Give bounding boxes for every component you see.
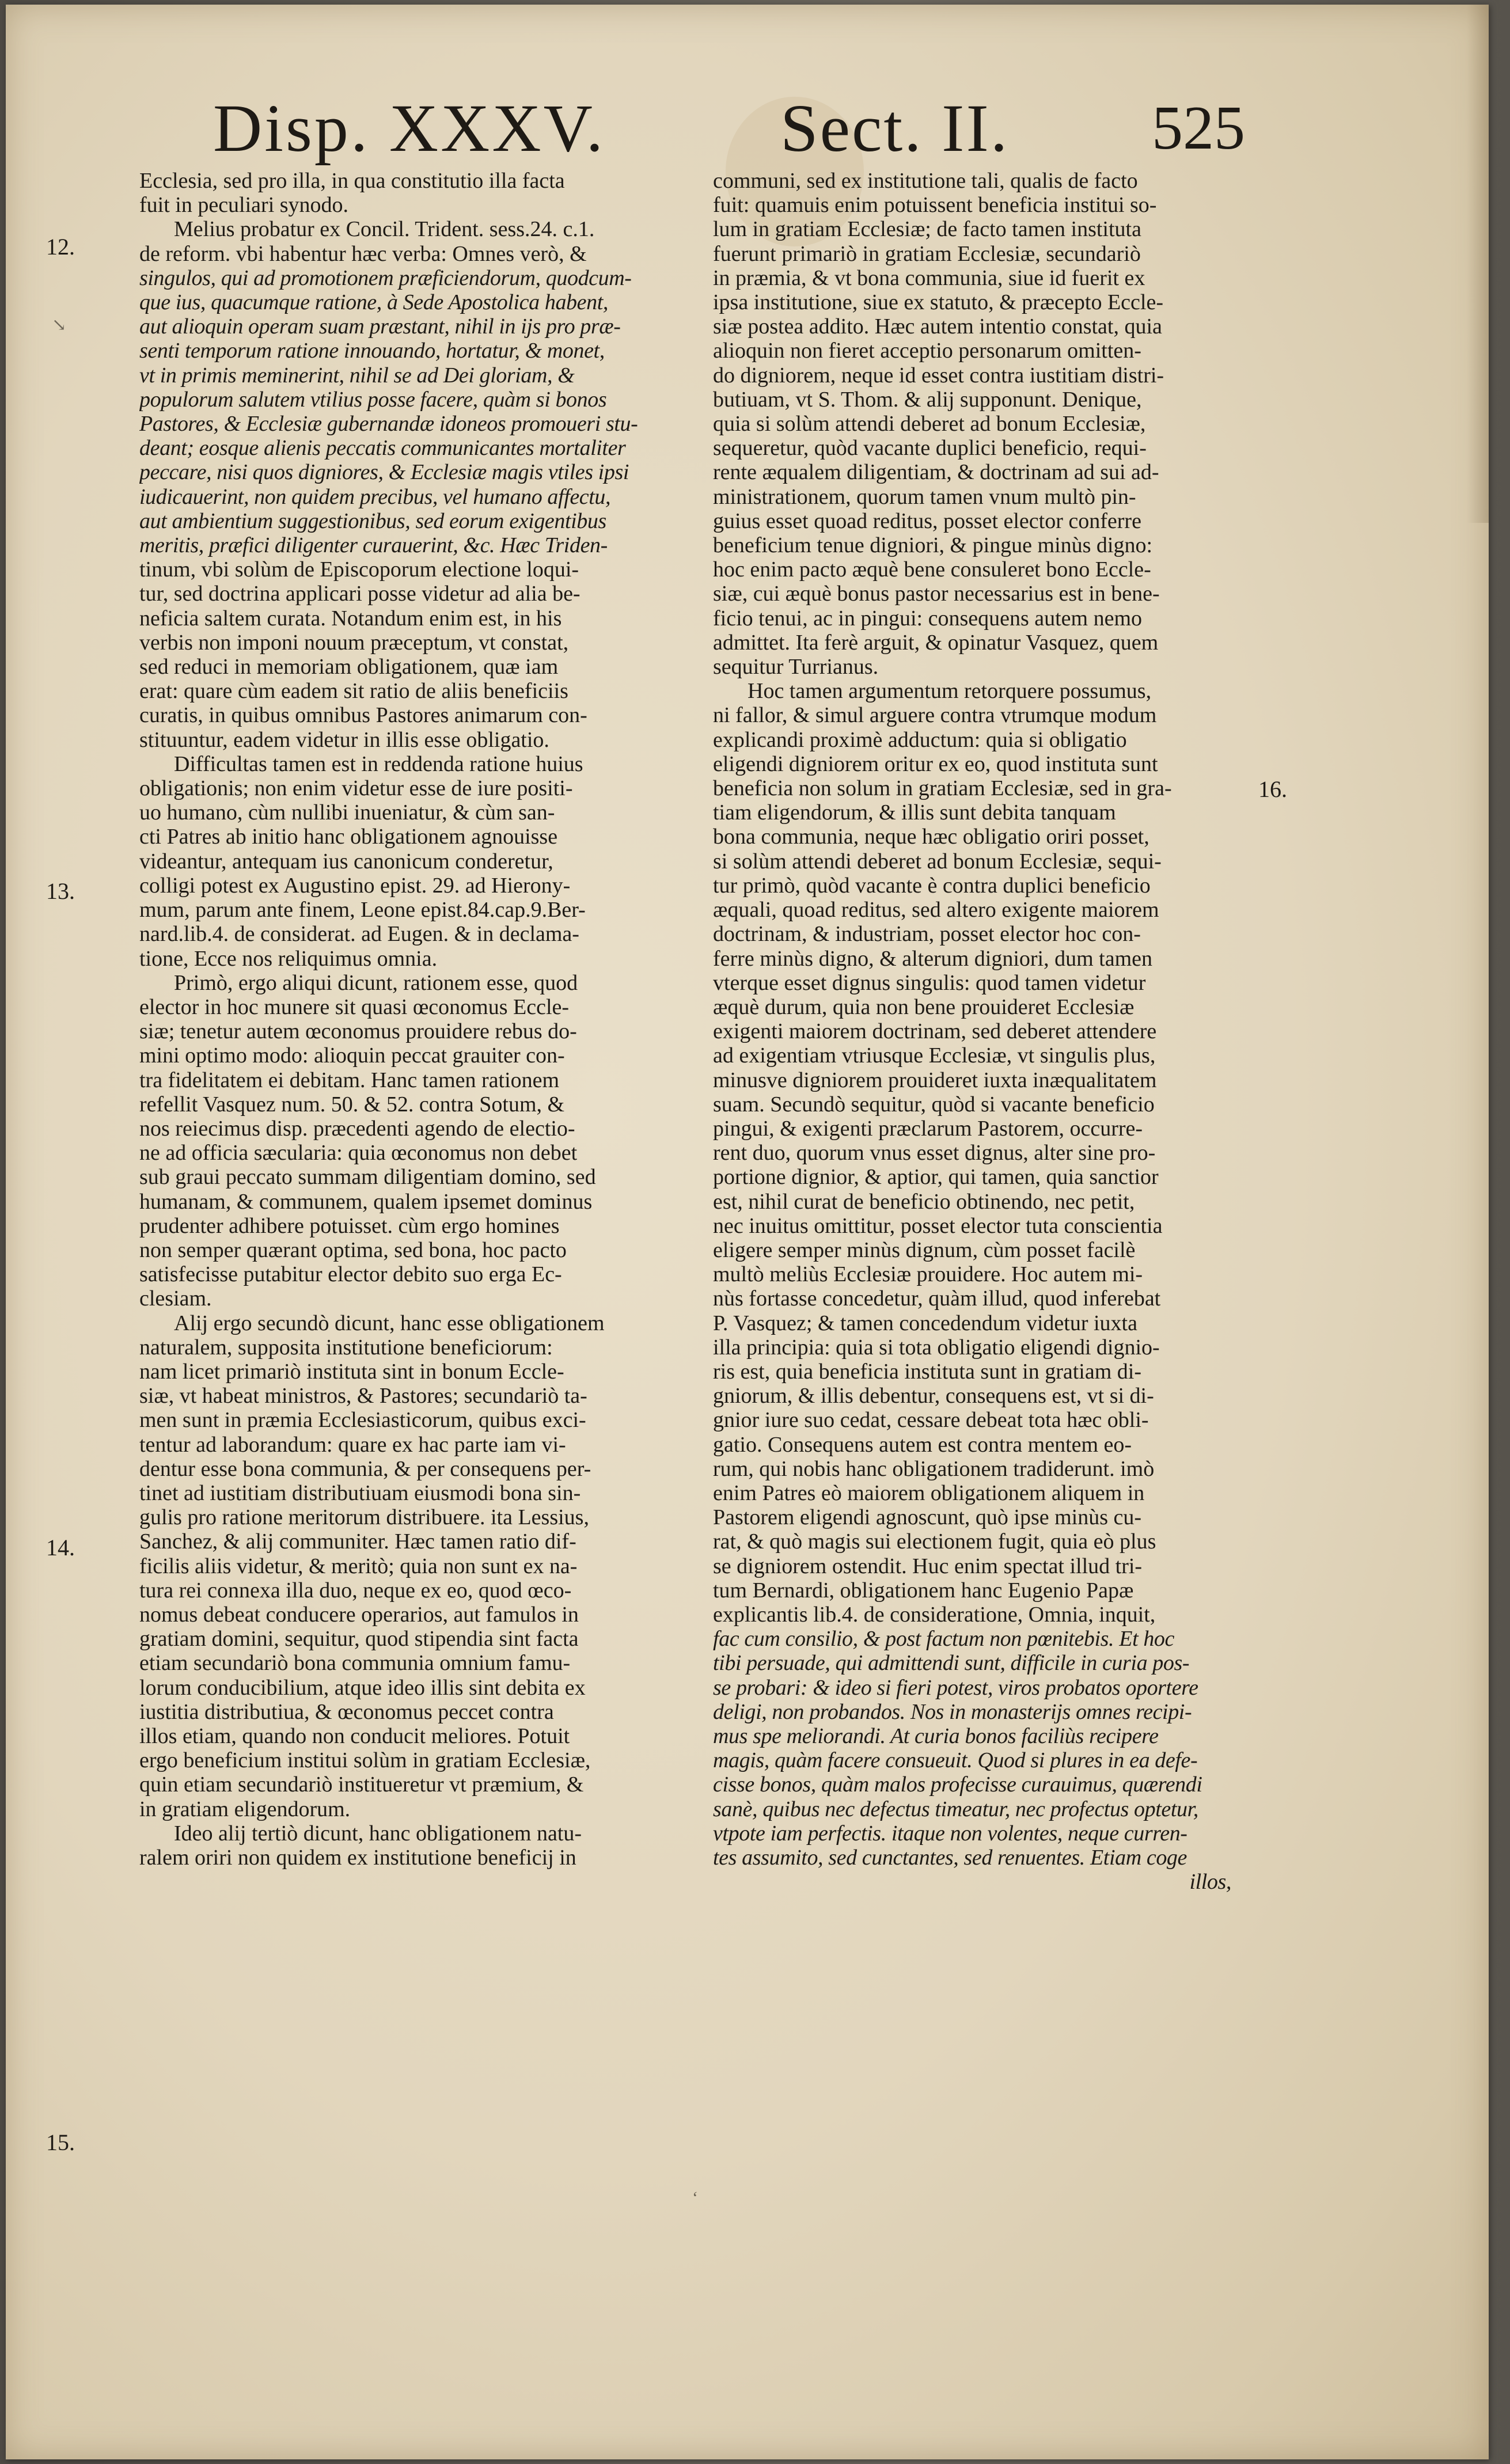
running-head-disputation: Disp. XXXV. [213,90,606,166]
text-line: tinum, vbi solùm de Episcoporum electione loqui- [139,557,579,582]
margin-number-15: 15. [46,2129,75,2155]
text-line: senti temporum ratione innouando, hortatur, & monet, [139,339,605,363]
text-line: siæ; tenetur autem œconomus prouidere rebus do- [139,1019,577,1044]
text-line: tra fidelitatem ei debitam. Hanc tamen rationem [139,1068,560,1092]
text-line: tiam eligendorum, & illis sunt debita tanquam [713,800,1116,825]
text-line: fuit: quamuis enim potuissent beneficia institui so- [713,193,1157,218]
text-line: de reform. vbi habentur hæc verba: Omnes verò, & [139,241,587,266]
text-line: ad exigentiam vtriusque Ecclesiæ, vt singulis plus, [713,1043,1156,1068]
text-line: suam. Secundò sequitur, quòd si vacante beneficio [713,1092,1155,1117]
text-line: tura rei connexa illa duo, neque ex eo, quod œco- [139,1578,572,1603]
text-line: sequeretur, quòd vacante duplici beneficio, requi- [713,436,1147,461]
text-line: P. Vasquez; & tamen concedendum videtur iuxta [713,1311,1137,1335]
text-line: sanè, quibus nec defectus timeatur, nec profectus optetur, [713,1797,1198,1821]
text-line: ferre minùs digno, & alterum digniori, dum tamen [713,946,1153,971]
text-line: se probari: & ideo si fieri potest, viros probatos oportere [713,1675,1198,1700]
text-line: nec inuitus omittitur, posset elector tuta conscientia [713,1213,1163,1238]
text-line: sub graui peccato summam diligentiam domino, sed [139,1165,596,1190]
text-line: cisse bonos, quàm malos profecisse curauimus, quærendi [713,1772,1202,1797]
text-line: obligationis; non enim videtur esse de iure positi- [139,776,573,801]
text-line: siæ, cui æquè bonus pastor necessarius est in bene- [713,582,1160,606]
text-line: nam licet primariò instituta sint in bonum Eccle- [139,1359,564,1384]
signature-mark-icon: ‘ [692,2188,698,2207]
text-line: quia si solùm attendi deberet ad bonum Ecclesiæ, [713,412,1146,436]
text-line: admittet. Ita ferè arguit, & opinatur Vasquez, quem [713,630,1159,655]
text-line: nos reiecimus disp. præcedenti agendo de electio- [139,1116,575,1141]
text-line: beneficium tenue digniori, & pingue minùs digno: [713,533,1153,558]
text-line: æquali, quoad reditus, sed altero exigente maiorem [713,898,1159,922]
text-line: do digniorem, neque id esset contra iustitiam distri- [713,363,1164,388]
text-line: cti Patres ab initio hanc obligationem agnouisse [139,825,558,849]
text-line: pingui, & exigenti præclarum Pastorem, occurre- [713,1116,1143,1141]
text-line: se digniorem ostendit. Huc enim spectat illud tri- [713,1554,1143,1578]
text-line: deligi, non probandos. Nos in monasterijs omnes recipi- [713,1699,1192,1724]
text-line: Sanchez, & alij communiter. Hæc tamen ratio dif- [139,1529,576,1554]
text-line: deant; eosque alienis peccatis communicantes mortaliter [139,436,626,461]
text-line: Hoc tamen argumentum retorquere possumus, [748,679,1152,704]
text-line: men sunt in præmia Ecclesiasticorum, quibus exci- [139,1408,586,1433]
text-line: naturalem, supposita institutione beneficiorum: [139,1335,553,1360]
text-line: tum Bernardi, obligationem hanc Eugenio Papæ [713,1578,1134,1603]
text-line: refellit Vasquez num. 50. & 52. contra Sotum, & [139,1092,565,1117]
text-line: explicantis lib.4. de consideratione, Omnia, inquit, [713,1602,1156,1627]
text-line: tione, Ecce nos reliquimus omnia. [139,946,438,971]
text-line: exigenti maiorem doctrinam, sed deberet attendere [713,1019,1157,1044]
text-line: ficilis aliis videtur, & meritò; quia non sunt ex na- [139,1554,578,1578]
text-line: aut alioquin operam suam præstant, nihil in ijs pro præ- [139,314,621,339]
text-line: tur, sed doctrina applicari posse videtur ad alia be- [139,582,581,606]
text-line: siæ, vt habeat ministros, & Pastores; secundariò ta- [139,1384,587,1408]
text-line: non semper quærant optima, sed bona, hoc pacto [139,1237,567,1262]
text-line: Difficultas tamen est in reddenda ratione huius [174,751,583,776]
text-line: uo humano, cùm nullibi inueniatur, & cùm san- [139,800,555,825]
text-line: que ius, quacumque ratione, à Sede Apostolica habent, [139,290,608,315]
text-line: illos, [1189,1870,1231,1894]
text-line: Primò, ergo aliqui dicunt, rationem esse, quod [174,970,578,995]
text-line: fuerunt primariò in gratiam Ecclesiæ, secundariò [713,241,1141,266]
text-line: beneficia non solum in gratiam Ecclesiæ, sed in gra- [713,776,1172,801]
text-line: eligere semper minùs dignum, cùm posset facilè [713,1237,1136,1262]
text-line: æquè durum, quia non bene prouideret Ecclesiæ [713,994,1135,1019]
text-line: nard.lib.4. de considerat. ad Eugen. & in declama- [139,922,579,947]
text-line: mum, parum ante finem, Leone epist.84.cap.9.Ber- [139,898,586,922]
text-line: satisfecisse putabitur elector debito suo erga Ec- [139,1262,562,1287]
page-edge-shadow [1467,5,1489,523]
text-line: minusve digniorem prouideret iuxta inæqualitatem [713,1068,1157,1092]
margin-number-13: 13. [46,878,75,904]
text-line: nùs fortasse concedetur, quàm illud, quod inferebat [713,1286,1161,1311]
text-line: ralem oriri non quidem ex institutione beneficij in [139,1846,576,1870]
text-line: Pastores, & Ecclesiæ gubernandæ idoneos promoueri stu- [139,412,638,436]
text-line: elector in hoc munere sit quasi œconomus Eccle- [139,994,570,1019]
text-line: ris est, quia beneficia instituta sunt in gratiam di- [713,1359,1141,1384]
page-number: 525 [1152,94,1245,162]
text-line: mus spe meliorandi. At curia bonos faciliùs recipere [713,1724,1159,1748]
text-line: rat, & quò magis sui electionem fugit, quia eò plus [713,1529,1156,1554]
text-line: singulos, qui ad promotionem præficiendorum, quodcum- [139,265,632,290]
text-line: verbis non imponi nouum præceptum, vt constat, [139,630,569,655]
text-line: tur primò, quòd vacante è contra duplici beneficio [713,873,1151,898]
text-line: sed reduci in memoriam obligationem, quæ iam [139,655,559,679]
text-line: illos etiam, quando non conducit meliores. Potuit [139,1724,570,1748]
text-line: rum, qui nobis hanc obligationem tradiderunt. imò [713,1456,1155,1481]
text-line: etiam secundariò bona communia omnium famu- [139,1651,571,1676]
text-line: gratiam domini, sequitur, quod stipendia sint facta [139,1627,579,1651]
text-line: ipsa institutione, siue ex statuto, & præcepto Eccle- [713,290,1163,315]
text-line: alioquin non fieret acceptio personarum omitten- [713,339,1141,363]
right-text-column [713,169,1231,1894]
text-line: in gratiam eligendorum. [139,1797,351,1821]
text-line: tibi persuade, qui admittendi sunt, difficile in curia pos- [713,1651,1190,1676]
text-line: Ideo alij tertiò dicunt, hanc obligationem natu- [174,1821,582,1846]
margin-number-16: 16. [1258,776,1287,802]
text-line: peccare, nisi quos digniores, & Ecclesiæ magis vtiles ipsi [139,460,629,485]
text-line: fac cum consilio, & post factum non pœnitebis. Et hoc [713,1627,1174,1651]
margin-number-12: 12. [46,234,75,260]
text-line: multò meliùs Ecclesiæ prouidere. Hoc autem mi- [713,1262,1143,1287]
text-line: neficia saltem curata. Notandum enim est, in his [139,606,562,631]
text-line: gatio. Consequens autem est contra mentem eo- [713,1432,1132,1457]
printer-mark-icon: ↘ [52,316,67,335]
text-line: videantur, antequam ius canonicum conderetur, [139,849,553,874]
text-line: tentur ad laborandum: quare ex hac parte iam vi- [139,1432,566,1457]
text-line: sequitur Turrianus. [713,655,879,679]
text-line: curatis, in quibus omnibus Pastores animarum con- [139,703,587,728]
left-text-column [139,169,666,1870]
text-line: stituuntur, eadem videtur in illis esse obligatio. [139,727,549,752]
page-header [6,85,1489,172]
text-line: ne ad officia sæcularia: quia œconomus non debet [139,1141,578,1165]
text-line: Pastorem eligendi agnoscunt, quò ipse minùs cu- [713,1505,1142,1530]
text-line: communi, sed ex institutione tali, qualis de facto [713,169,1138,193]
text-line: bona communia, neque hæc obligatio oriri posset, [713,825,1149,849]
text-line: aut ambientium suggestionibus, sed eorum exigentibus [139,508,606,533]
text-line: nomus debeat conducere operarios, aut famulos in [139,1602,579,1627]
text-line: vtpote iam perfectis. itaque non volentes, neque curren- [713,1821,1187,1846]
text-line: in præmia, & vt bona communia, siue id fuerit ex [713,265,1145,290]
text-line: populorum salutem vtilius posse facere, quàm si bonos [139,387,607,412]
text-line: colligi potest ex Augustino epist. 29. ad Hierony- [139,873,571,898]
text-line: si solùm attendi deberet ad bonum Ecclesiæ, sequi- [713,849,1162,874]
text-line: rente æqualem diligentiam, & doctrinam ad sui ad- [713,460,1159,485]
text-line: Alij ergo secundò dicunt, hanc esse obligationem [174,1311,605,1335]
text-line: lorum conducibilium, atque ideo illis sint debita ex [139,1675,586,1700]
text-line: guius esset quoad reditus, posset elector conferre [713,508,1141,533]
text-line: vt in primis meminerint, nihil se ad Dei gloriam, & [139,363,575,388]
text-line: enim Patres eò maiorem obligationem aliquem in [713,1480,1145,1505]
text-line: quin etiam secundariò institueretur vt præmium, & [139,1772,584,1797]
text-line: gniorum, & illis debentur, consequens est, vt si di- [713,1384,1154,1408]
text-line: Ecclesia, sed pro illa, in qua constitutio illa facta [139,169,565,193]
text-line: fuit in peculiari synodo. [139,193,349,218]
text-line: tes assumito, sed cunctantes, sed renuentes. Etiam coge [713,1846,1187,1870]
text-line: iudicauerint, non quidem precibus, vel humano affectu, [139,484,611,509]
running-head-section: Sect. II. [780,90,1010,166]
text-line: explicandi proximè adductum: quia si obligatio [713,727,1127,752]
text-line: hoc enim pacto æquè bene consuleret bono Eccle- [713,557,1151,582]
text-line: meritis, præfici diligenter curauerint, &c. Hæc Triden- [139,533,608,558]
text-line: ni fallor, & simul arguere contra vtrumque modum [713,703,1157,728]
text-line: tinet ad iustitiam distributiuam eiusmodi bona sin- [139,1480,581,1505]
text-line: rent duo, quorum vnus esset dignus, alter sine pro- [713,1141,1156,1165]
text-line: illa principia: quia si tota obligatio eligendi dignio- [713,1335,1160,1360]
text-line: magis, quàm facere consueuit. Quod si plures in ea defe- [713,1748,1198,1773]
text-line: ministrationem, quorum tamen vnum multò pin- [713,484,1136,509]
text-line: erat: quare cùm eadem sit ratio de aliis beneficiis [139,679,568,704]
text-line: lum in gratiam Ecclesiæ; de facto tamen instituta [713,217,1141,242]
text-line: humanam, & communem, qualem ipsemet dominus [139,1189,593,1214]
book-page [6,5,1489,2459]
text-line: gnior iure suo cedat, cessare debeat tota hæc obli- [713,1408,1149,1433]
text-line: gulis pro ratione meritorum distribuere. ita Lessius, [139,1505,589,1530]
text-line: butiuam, vt S. Thom. & alij supponunt. Denique, [713,387,1142,412]
text-line: est, nihil curat de beneficio obtinendo, nec petit, [713,1189,1135,1214]
margin-number-14: 14. [46,1535,75,1561]
text-line: mini optimo modo: alioquin peccat grauiter con- [139,1043,565,1068]
text-line: ficio tenui, ac in pingui: consequens autem nemo [713,606,1143,631]
text-line: Melius probatur ex Concil. Trident. sess.24. c.1. [174,217,595,242]
text-line: dentur esse bona communia, & per consequens per- [139,1456,591,1481]
text-line: prudenter adhibere potuisset. cùm ergo homines [139,1213,560,1238]
text-line: vterque esset dignus singulis: quod tamen videtur [713,970,1146,995]
text-line: eligendi digniorem oritur ex eo, quod instituta sunt [713,751,1158,776]
text-line: doctrinam, & industriam, posset elector hoc con- [713,922,1141,947]
text-line: ergo beneficium institui solùm in gratiam Ecclesiæ, [139,1748,591,1773]
text-line: clesiam. [139,1286,212,1311]
text-line: siæ postea addito. Hæc autem intentio constat, quia [713,314,1162,339]
text-line: iustitia distributiua, & œconomus peccet contra [139,1699,554,1724]
text-line: portione dignior, & aptior, qui tamen, quia sanctior [713,1165,1159,1190]
